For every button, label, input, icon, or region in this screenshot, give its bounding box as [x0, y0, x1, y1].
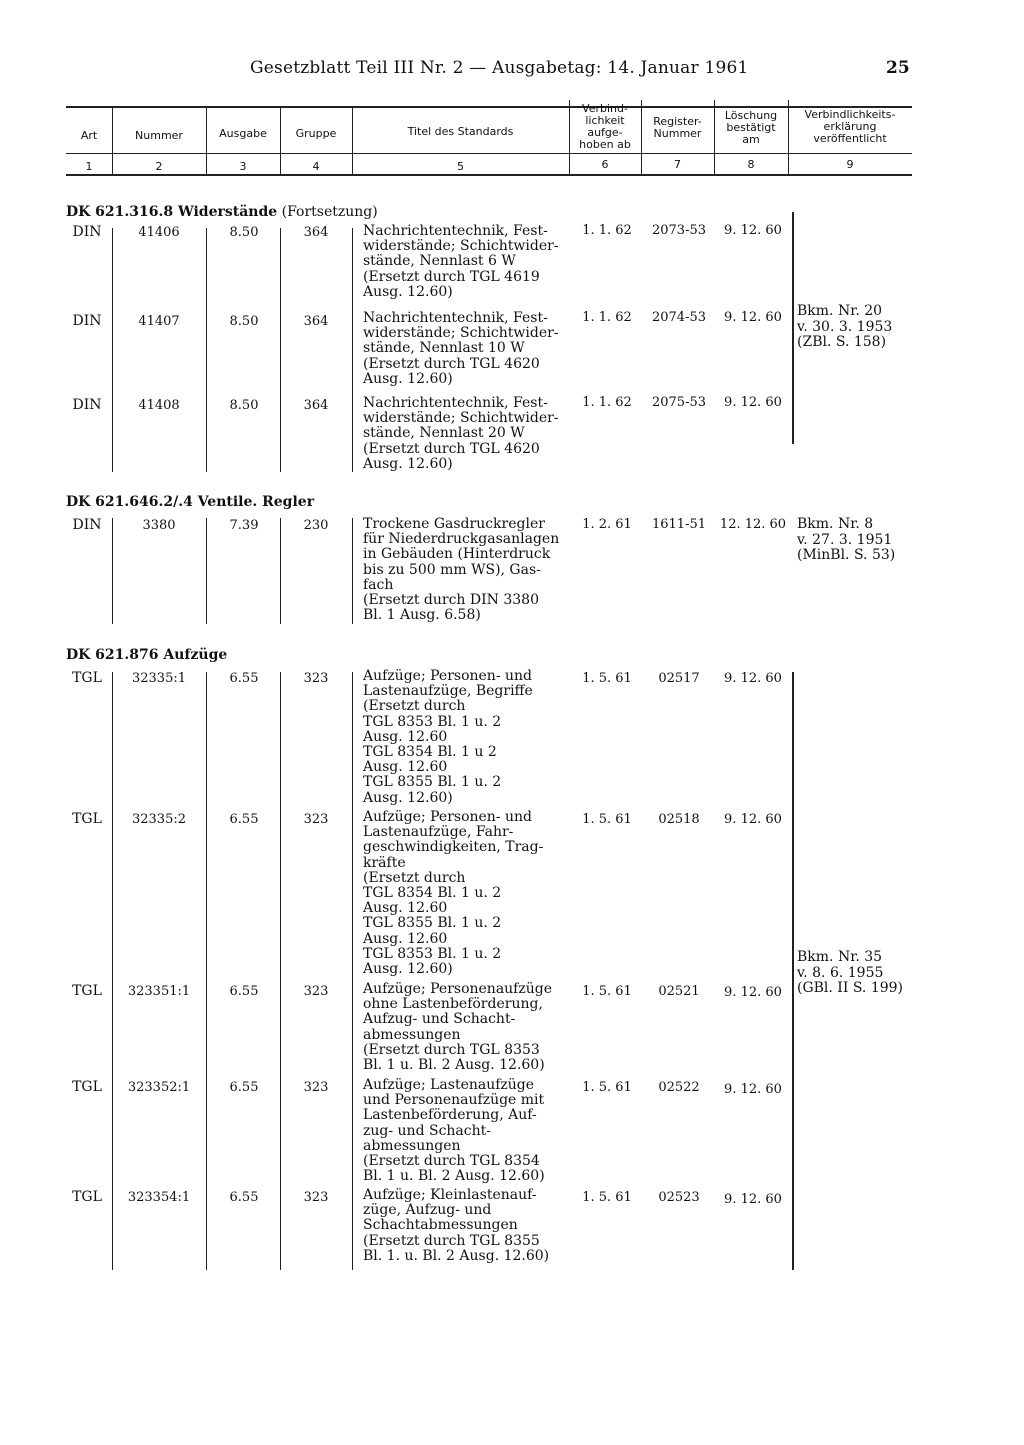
- column-header-register: Register- Nummer: [653, 115, 702, 140]
- cell-loeschung: 9. 12. 60: [724, 1082, 782, 1097]
- cell-titel: Nachrichtentechnik, Fest- widerstände; Schichtwider- stände, Nennlast 10 W (Ersetzt durch TGL 4620 Ausg. 12.60): [363, 310, 559, 387]
- column-rule: [352, 672, 353, 1270]
- cell-gruppe: 323: [303, 1080, 329, 1095]
- section-heading-widerstaende: [66, 204, 378, 220]
- cell-loeschung: 9. 12. 60: [724, 671, 782, 686]
- cell-veroeffentlicht: Bkm. Nr. 8 v. 27. 3. 1951 (MinBl. S. 53): [797, 516, 896, 563]
- group-brace: [792, 672, 794, 1270]
- cell-register: 02522: [658, 1080, 700, 1095]
- group-brace: [792, 212, 794, 444]
- cell-art: TGL: [72, 1079, 102, 1095]
- cell-art: DIN: [72, 397, 102, 413]
- cell-register: 02518: [658, 812, 700, 827]
- cell-register: 02521: [658, 984, 700, 999]
- cell-register: 2074-53: [651, 310, 707, 325]
- cell-gruppe: 323: [303, 984, 329, 999]
- column-rule: [280, 672, 281, 1270]
- cell-titel: Nachrichtentechnik, Fest- widerstände; Schichtwider- stände, Nennlast 6 W (Ersetzt durch TGL 4619 Ausg. 12.60): [363, 223, 559, 300]
- cell-gruppe: 323: [303, 1190, 329, 1205]
- cell-veroeffentlicht: Bkm. Nr. 35 v. 8. 6. 1955 (GBl. II S. 199): [797, 949, 903, 996]
- cell-ausgabe: 8.50: [229, 225, 259, 240]
- cell-ausgabe: 6.55: [229, 984, 259, 999]
- cell-ausgabe: 6.55: [229, 1080, 259, 1095]
- column-number: 2: [155, 160, 163, 173]
- column-header-ausgabe: Ausgabe: [219, 127, 267, 140]
- cell-register: 02517: [658, 671, 700, 686]
- column-number: 4: [312, 160, 320, 173]
- cell-register: 1611-51: [651, 517, 707, 532]
- cell-aufgehoben: 1. 5. 61: [582, 812, 632, 827]
- cell-nummer: 323352:1: [127, 1080, 191, 1095]
- cell-titel: Trockene Gasdruckregler für Niederdruckgasanlagen in Gebäuden (Hinterdruck bis zu 500 mm WS), Gas- fach (Ersetzt durch DIN 3380 Bl. 1 Ausg. 6.58): [363, 516, 560, 624]
- cell-gruppe: 364: [303, 225, 329, 240]
- cell-nummer: 32335:2: [131, 812, 186, 827]
- column-number: 9: [846, 158, 854, 171]
- cell-aufgehoben: 1. 1. 62: [582, 395, 632, 410]
- column-number: 3: [239, 160, 247, 173]
- cell-loeschung: 12. 12. 60: [719, 517, 787, 532]
- cell-ausgabe: 7.39: [229, 518, 259, 533]
- cell-aufgehoben: 1. 5. 61: [582, 1190, 632, 1205]
- table-header-rule: [66, 153, 912, 154]
- page-number: 25: [886, 58, 910, 78]
- column-rule: [280, 518, 281, 624]
- column-number: 5: [457, 160, 464, 173]
- section-heading-text: DK 621.316.8 Widerstände: [66, 204, 278, 220]
- column-rule: [280, 228, 281, 472]
- column-rule: [206, 672, 207, 1270]
- cell-ausgabe: 6.55: [229, 812, 259, 827]
- cell-gruppe: 364: [303, 398, 329, 413]
- cell-gruppe: 323: [303, 671, 329, 686]
- column-header-loeschung: Löschung bestätigt am: [724, 109, 778, 146]
- column-rule: [206, 228, 207, 472]
- cell-titel: Aufzüge; Personenaufzüge ohne Lastenbeförderung, Aufzug- und Schacht- abmessungen (Ersetzt durch TGL 8353 Bl. 1 u. Bl. 2 Ausg. 12.60): [363, 981, 552, 1074]
- column-rule: [112, 672, 113, 1270]
- cell-art: DIN: [72, 313, 102, 329]
- cell-nummer: 41406: [138, 225, 180, 240]
- cell-register: 2073-53: [651, 223, 707, 238]
- cell-nummer: 41408: [138, 398, 180, 413]
- cell-nummer: 41407: [138, 314, 180, 329]
- column-rule: [206, 518, 207, 624]
- cell-loeschung: 9. 12. 60: [724, 812, 782, 827]
- cell-loeschung: 9. 12. 60: [724, 395, 782, 410]
- cell-nummer: 323351:1: [127, 984, 191, 999]
- cell-nummer: 32335:1: [131, 671, 186, 686]
- column-header-aufgehoben: Verbind- lichkeit aufge- hoben ab: [579, 102, 631, 151]
- column-number: 8: [747, 158, 755, 171]
- cell-titel: Aufzüge; Personen- und Lastenaufzüge, Fahr- geschwindigkeiten, Trag- kräfte (Ersetzt durch TGL 8354 Bl. 1 u. 2 Ausg. 12.60 TGL 8355 Bl. 1 u. 2 Ausg. 12.60 TGL 8353 Bl. 1 u. 2 Ausg. 12.60): [363, 809, 544, 978]
- cell-aufgehoben: 1. 5. 61: [582, 1080, 632, 1095]
- cell-art: TGL: [72, 1189, 102, 1205]
- column-rule: [112, 518, 113, 624]
- column-number: 7: [674, 158, 681, 171]
- cell-ausgabe: 6.55: [229, 1190, 259, 1205]
- cell-loeschung: 9. 12. 60: [724, 1192, 782, 1207]
- cell-gruppe: 230: [303, 518, 329, 533]
- column-header-nummer: Nummer: [135, 129, 183, 142]
- cell-loeschung: 9. 12. 60: [724, 310, 782, 325]
- cell-register: 2075-53: [651, 395, 707, 410]
- cell-titel: Aufzüge; Personen- und Lastenaufzüge, Begriffe (Ersetzt durch TGL 8353 Bl. 1 u. 2 Ausg. 12.60 TGL 8354 Bl. 1 u 2 Ausg. 12.60 TGL 8355 Bl. 1 u. 2 Ausg. 12.60): [363, 668, 533, 806]
- section-heading-suffix: (Fortsetzung): [277, 204, 378, 220]
- cell-art: TGL: [72, 670, 102, 686]
- cell-gruppe: 364: [303, 314, 329, 329]
- page-header-title: Gesetzblatt Teil III Nr. 2 — Ausgabetag: 14. Januar 1961: [250, 58, 749, 78]
- cell-titel: Nachrichtentechnik, Fest- widerstände; Schichtwider- stände, Nennlast 20 W (Ersetzt durch TGL 4620 Ausg. 12.60): [363, 395, 559, 472]
- cell-ausgabe: 8.50: [229, 398, 259, 413]
- cell-nummer: 3380: [142, 518, 176, 533]
- column-header-veroeffentlicht: Verbindlichkeits- erklärung veröffentlicht: [804, 108, 896, 145]
- cell-register: 02523: [658, 1190, 700, 1205]
- table-colnum-rule: [66, 174, 912, 176]
- column-header-titel: Titel des Standards: [407, 125, 514, 138]
- cell-art: DIN: [72, 517, 102, 533]
- column-header-art: Art: [80, 129, 98, 142]
- cell-aufgehoben: 1. 2. 61: [582, 517, 632, 532]
- cell-aufgehoben: 1. 1. 62: [582, 310, 632, 325]
- cell-art: TGL: [72, 811, 102, 827]
- column-header-gruppe: Gruppe: [295, 127, 337, 140]
- column-rule: [112, 228, 113, 472]
- cell-ausgabe: 6.55: [229, 671, 259, 686]
- cell-aufgehoben: 1. 5. 61: [582, 984, 632, 999]
- cell-loeschung: 9. 12. 60: [724, 985, 782, 1000]
- cell-titel: Aufzüge; Lastenaufzüge und Personenaufzüge mit Lastenbeförderung, Auf- zug- und Schacht- abmessungen (Ersetzt durch TGL 8354 Bl. 1 u. Bl. 2 Ausg. 12.60): [363, 1077, 545, 1185]
- cell-art: DIN: [72, 224, 102, 240]
- cell-loeschung: 9. 12. 60: [724, 223, 782, 238]
- cell-aufgehoben: 1. 5. 61: [582, 671, 632, 686]
- cell-ausgabe: 8.50: [229, 314, 259, 329]
- column-number: 1: [85, 160, 93, 173]
- cell-gruppe: 323: [303, 812, 329, 827]
- column-rule: [352, 228, 353, 472]
- column-rule: [352, 518, 353, 624]
- cell-nummer: 323354:1: [127, 1190, 191, 1205]
- column-number: 6: [601, 158, 609, 171]
- cell-art: TGL: [72, 983, 102, 999]
- section-heading-aufzuege: DK 621.876 Aufzüge: [66, 647, 228, 663]
- section-heading-ventile: DK 621.646.2/.4 Ventile. Regler: [66, 494, 315, 510]
- cell-veroeffentlicht: Bkm. Nr. 20 v. 30. 3. 1953 (ZBl. S. 158): [797, 303, 893, 350]
- table-top-rule: [66, 106, 912, 108]
- cell-aufgehoben: 1. 1. 62: [582, 223, 632, 238]
- cell-titel: Aufzüge; Kleinlastenauf- züge, Aufzug- und Schachtabmessungen (Ersetzt durch TGL 8355 Bl. 1. u. Bl. 2 Ausg. 12.60): [363, 1187, 550, 1264]
